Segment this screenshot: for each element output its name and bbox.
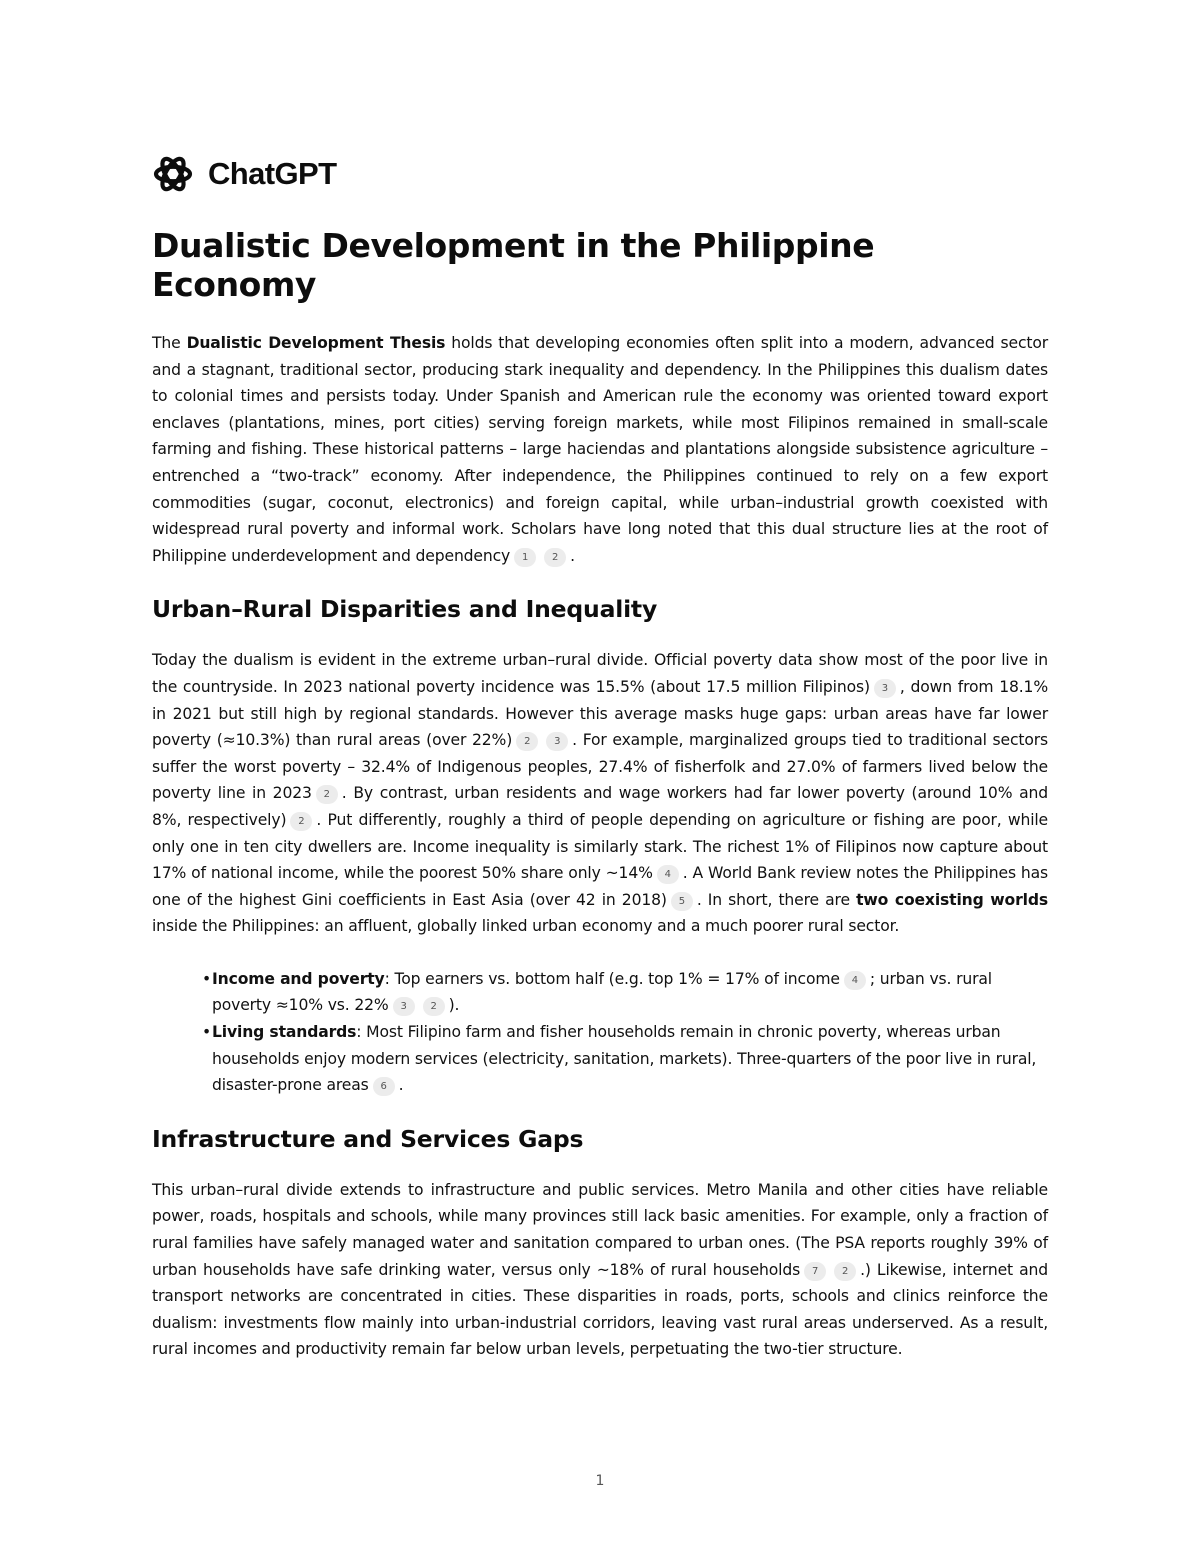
- brand-header: [152, 150, 1048, 198]
- intro-text-3: .: [570, 546, 575, 565]
- paragraph-text: . A World Bank review notes the Philippines has one of the highest Gini coefficients in East Asia (over 42 in 2018): [152, 864, 1049, 909]
- document-title: Dualistic Development in the Philippine Economy: [152, 226, 875, 304]
- bullet-list: [152, 966, 1048, 1099]
- citation-badge[interactable]: 2: [544, 548, 566, 567]
- paragraph-text: Today the dualism is evident in the extreme urban–rural divide. Official poverty data show most of the poor live in the countryside. In 2023 national poverty incidence was 15.5% (about 17.5 million Filipinos): [152, 651, 1048, 696]
- infrastructure-paragraph: [152, 1177, 1048, 1363]
- citation-badge[interactable]: 4: [844, 971, 866, 990]
- list-item-text: ; urban vs. rural poverty ≈10% vs. 22%: [212, 969, 992, 1015]
- citation-badge[interactable]: 3: [874, 679, 896, 698]
- paragraph-text: This urban–rural divide extends to infrastructure and public services. Metro Manila and other cities have reliable power, roads, hospitals and schools, while many provinces still lack basic amenities. For example, only a fraction of rural families have safely managed water and sanitation compared to urban ones. (The PSA reports roughly 39% of urban households have safe drinking water, versus only ~18% of rural households: [152, 1180, 1048, 1279]
- paragraph-text: . Put differently, roughly a third of people depending on agriculture or fishing are poor, while only one in ten city dwellers are. Income inequality is similarly stark. The richest 1% of Filipinos now capture about 17% of national income, while the poorest 50% share only ~14%: [152, 810, 1049, 883]
- paragraph-text: .) Likewise, internet and transport networks are concentrated in cities. These disparities in roads, ports, schools and clinics reinforce the dualism: investments flow mainly into urban-industrial corridors, leaving vast rural areas underserved. As a result, rural incomes and productivity remain far below urban levels, perpetuating the two-tier structure.: [152, 1260, 1048, 1359]
- section-heading-infrastructure: Infrastructure and Services Gaps: [152, 1124, 584, 1153]
- citation-badge[interactable]: 1: [514, 548, 536, 567]
- citation-badge[interactable]: 2: [423, 997, 445, 1016]
- citation-badge[interactable]: 2: [290, 812, 312, 831]
- bullet-marker: •: [202, 1023, 212, 1042]
- disparities-paragraph: [152, 647, 1048, 940]
- list-item-text: .: [398, 1076, 404, 1095]
- brand-name: ChatGPT: [208, 156, 337, 191]
- intro-text-1: The: [152, 334, 187, 352]
- bullet-marker: •: [202, 969, 212, 988]
- paragraph-text: . For example, marginalized groups tied to traditional sectors suffer the worst poverty – 32.4% of Indigenous peoples, 27.4% of fisherfolk and 27.0% of farmers lived below the poverty line in 2023: [152, 731, 1048, 803]
- section-heading-disparities: Urban–Rural Disparities and Inequality: [152, 595, 658, 624]
- intro-bold-term: Dualistic Development Thesis: [186, 334, 446, 352]
- list-item-text: ).: [448, 996, 460, 1015]
- openai-logo-icon: [152, 153, 194, 195]
- intro-text-2: holds that developing economies often split into a modern, advanced sector and a stagnant, traditional sector, producing stark inequality and dependency. In the Philippines this dualism dates to colonial times and persists today. Under Spanish and American rule the economy was oriented toward export enclaves (plantations, mines, port cities) serving foreign markets, while most Filipinos remained in small-scale farming and fishing. These historical patterns – large haciendas and plantations alongside subsistence agriculture – entrenched a “two-track” economy. After independence, the Philippines continued to rely on a few export commodities (sugar, coconut, electronics) and foreign capital, while urban–industrial growth coexisted with widespread rural poverty and informal work. Scholars have long noted that this dual structure lies at the root of Philippine underdevelopment and dependency: [152, 334, 1049, 565]
- list-item: [202, 1019, 1048, 1099]
- citation-badge[interactable]: 2: [316, 785, 338, 804]
- citation-badge[interactable]: 2: [516, 732, 538, 751]
- bold-phrase: two coexisting worlds: [856, 890, 1048, 909]
- paragraph-text: . By contrast, urban residents and wage workers had far lower poverty (around 10% and 8%, respectively): [152, 784, 1048, 829]
- intro-paragraph: [152, 330, 1048, 569]
- list-item-label: Living standards: [212, 1023, 357, 1042]
- paragraph-text: . In short, there are: [696, 890, 857, 909]
- citation-badge[interactable]: 5: [671, 892, 693, 911]
- list-item: [202, 966, 1048, 1019]
- list-item-text: : Top earners vs. bottom half (e.g. top 1% = 17% of income: [384, 969, 840, 988]
- list-item-label: Income and poverty: [212, 969, 385, 988]
- page-number: 1: [595, 1473, 605, 1489]
- citation-badge[interactable]: 2: [834, 1262, 856, 1281]
- citation-badge[interactable]: 3: [393, 997, 415, 1016]
- citation-badge[interactable]: 7: [804, 1262, 826, 1281]
- citation-badge[interactable]: 6: [373, 1077, 395, 1096]
- list-item-text: : Most Filipino farm and fisher households remain in chronic poverty, whereas urban households enjoy modern services (electricity, sanitation, markets). Three-quarters of the poor live in rural, disaster-prone areas: [212, 1023, 1037, 1095]
- paragraph-text: inside the Philippines: an affluent, globally linked urban economy and a much poorer rural sector.: [152, 917, 900, 936]
- citation-badge[interactable]: 4: [657, 865, 679, 884]
- citation-badge[interactable]: 3: [546, 732, 568, 751]
- paragraph-text: , down from 18.1% in 2021 but still high by regional standards. However this average masks huge gaps: urban areas have far lower poverty (≈10.3%) than rural areas (over 22%): [152, 677, 1048, 750]
- document-page: [152, 150, 1048, 1389]
